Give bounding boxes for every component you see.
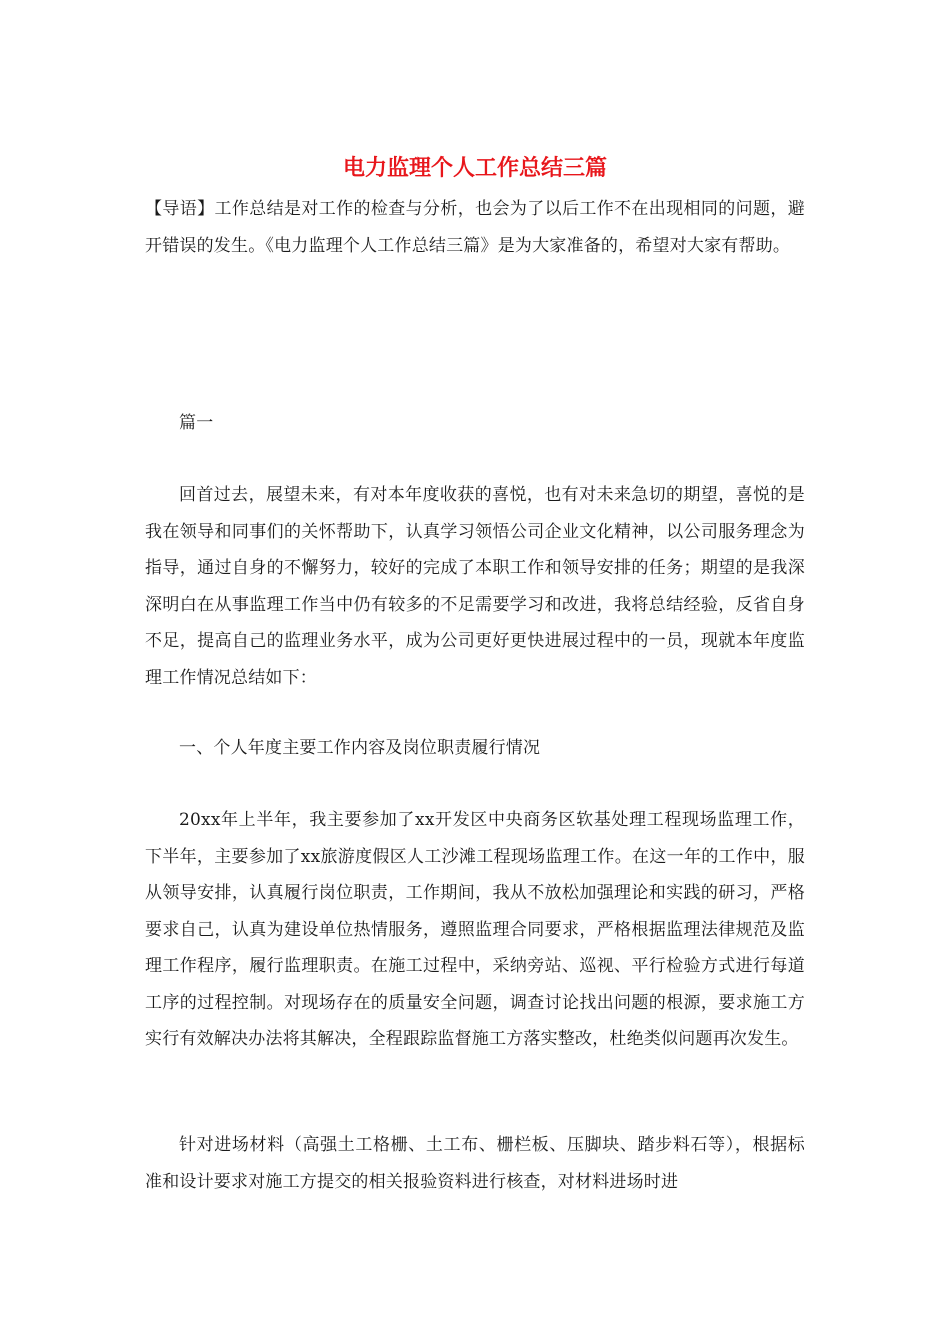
document-page <box>145 0 805 1344</box>
intro-paragraph: 【导语】工作总结是对工作的检查与分析，也会为了以后工作不在出现相同的问题，避开错误的发生。《电力监理个人工作总结三篇》是为大家准备的，希望对大家有帮助。 <box>145 199 805 256</box>
document-title: 电力监理个人工作总结三篇 <box>342 155 607 181</box>
section-heading-1: 一、个人年度主要工作内容及岗位职责履行情况 <box>179 738 541 758</box>
body-paragraph-3: 针对进场材料（高强土工格栅、土工布、栅栏板、压脚块、踏步料石等），根据标准和设计要求对施工方提交的相关报验资料进行核查，对材料进场时进 <box>145 1135 805 1192</box>
body-paragraph-2: 20xx年上半年，我主要参加了xx开发区中央商务区软基处理工程现场监理工作，下半年，主要参加了xx旅游度假区人工沙滩工程现场监理工作。在这一年的工作中，服从领导安排，认真履行岗位职责，工作期间，我从不放松加强理论和实践的研习，严格要求自己，认真为建设单位热情服务，遵照监理合同要求，严格根据监理法律规范及监理工作程序，履行监理职责。在施工过程中，采纳旁站、巡视、平行检验方式进行每道工序的过程控制。对现场存在的质量安全问题，调查讨论找出问题的根源，要求施工方实行有效解决办法将其解决，全程跟踪监督施工方落实整改，杜绝类似问题再次发生。 <box>145 810 805 1049</box>
section-label: 篇一 <box>179 413 214 433</box>
body-paragraph-1: 回首过去，展望未来，有对本年度收获的喜悦，也有对未来急切的期望，喜悦的是我在领导和同事们的关怀帮助下，认真学习领悟公司企业文化精神，以公司服务理念为指导，通过自身的不懈努力，较好的完成了本职工作和领导安排的任务；期望的是我深深明白在从事监理工作当中仍有较多的不足需要学习和改进，我将总结经验，反省自身不足，提高自己的监理业务水平，成为公司更好更快进展过程中的一员，现就本年度监理工作情况总结如下： <box>145 485 805 688</box>
